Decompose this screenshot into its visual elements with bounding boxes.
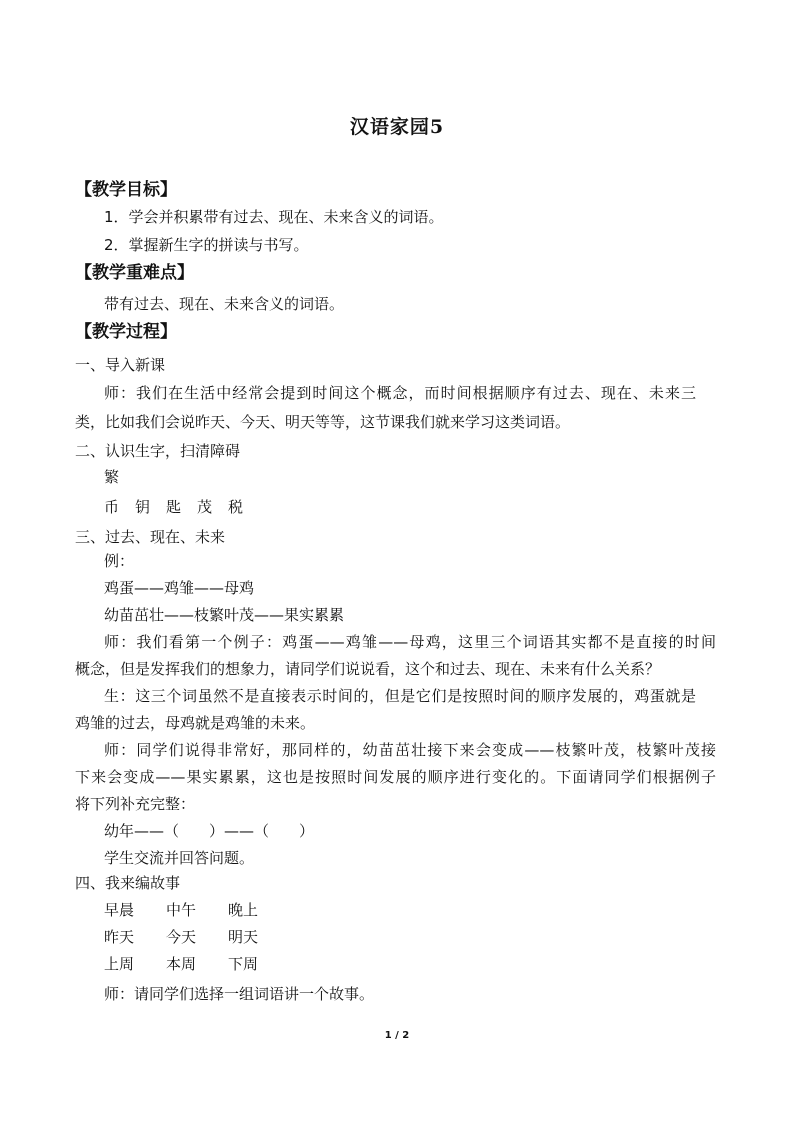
section-2-title: 二、认识生字，扫清障碍: [75, 442, 241, 460]
section-3-title: 三、过去、现在、未来: [75, 528, 226, 546]
word: 今天: [166, 928, 197, 946]
key-points-text: 带有过去、现在、未来含义的词语。: [104, 295, 345, 313]
new-char: 茂: [197, 498, 213, 516]
new-chars-row: [104, 497, 259, 517]
key-points-heading: 【教学重难点】: [75, 263, 194, 283]
word: 本周: [166, 955, 197, 973]
objectives-heading: 【教学目标】: [75, 180, 177, 200]
teacher-2-line-3: 将下列补充完整：: [75, 795, 196, 813]
section-1-paragraph-line-2: 类，比如我们会说昨天、今天、明天等等，这节课我们就来学习这类词语。: [75, 413, 571, 431]
section-1-paragraph-line-1: 师：我们在生活中经常会提到时间这个概念，而时间根据顺序有过去、现在、未来三: [104, 384, 696, 402]
word: 上周: [104, 955, 135, 973]
student-line-1: 生：这三个词虽然不是直接表示时间的，但是它们是按照时间的顺序发展的，鸡蛋就是: [104, 687, 696, 705]
page-title: 汉语家园5: [349, 116, 445, 138]
student-line-2: 鸡雏的过去，母鸡就是鸡雏的未来。: [75, 714, 316, 732]
word: 昨天: [104, 928, 135, 946]
teacher-1-line-1: 师：我们看第一个例子：鸡蛋——鸡雏——母鸡，这里三个词语其实都不是直接的时间: [104, 633, 716, 651]
word: 明天: [228, 928, 259, 946]
word: 下周: [228, 955, 259, 973]
word-row: [104, 900, 290, 920]
process-heading: 【教学过程】: [75, 322, 177, 342]
section-4-title: 四、我来编故事: [75, 874, 181, 892]
fill-in-blank: 幼年——（ ）——（ ）: [104, 822, 315, 840]
new-char: 币: [104, 498, 120, 516]
story-instruction: 师：请同学们选择一组词语讲一个故事。: [104, 985, 375, 1003]
new-char: 税: [228, 498, 244, 516]
page-number: 1 / 2: [384, 1030, 410, 1041]
new-char: 钥: [135, 498, 151, 516]
word-row: [104, 954, 290, 974]
objective-item-1: 1．学会并积累带有过去、现在、未来含义的词语。: [104, 208, 444, 226]
word: 晚上: [228, 901, 259, 919]
objective-item-2: 2．掌握新生字的拼读与书写。: [104, 236, 309, 254]
new-char: 匙: [166, 498, 182, 516]
teacher-2-line-2: 下来会变成——果实累累，这也是按照时间发展的顺序进行变化的。下面请同学们根据例子: [75, 768, 716, 786]
new-char-1: 繁: [104, 468, 120, 486]
example-label: 例：: [104, 552, 135, 570]
example-2: 幼苗茁壮——枝繁叶茂——果实累累: [104, 606, 345, 624]
example-1: 鸡蛋——鸡雏——母鸡: [104, 579, 255, 597]
teacher-1-line-2: 概念，但是发挥我们的想象力，请同学们说说看，这个和过去、现在、未来有什么关系？: [75, 660, 661, 678]
word: 中午: [166, 901, 197, 919]
student-answer-note: 学生交流并回答问题。: [104, 849, 255, 867]
section-1-title: 一、导入新课: [75, 356, 166, 374]
word-row: [104, 927, 290, 947]
teacher-2-line-1: 师：同学们说得非常好，那同样的，幼苗茁壮接下来会变成——枝繁叶茂，枝繁叶茂接: [104, 741, 716, 759]
word: 早晨: [104, 901, 135, 919]
